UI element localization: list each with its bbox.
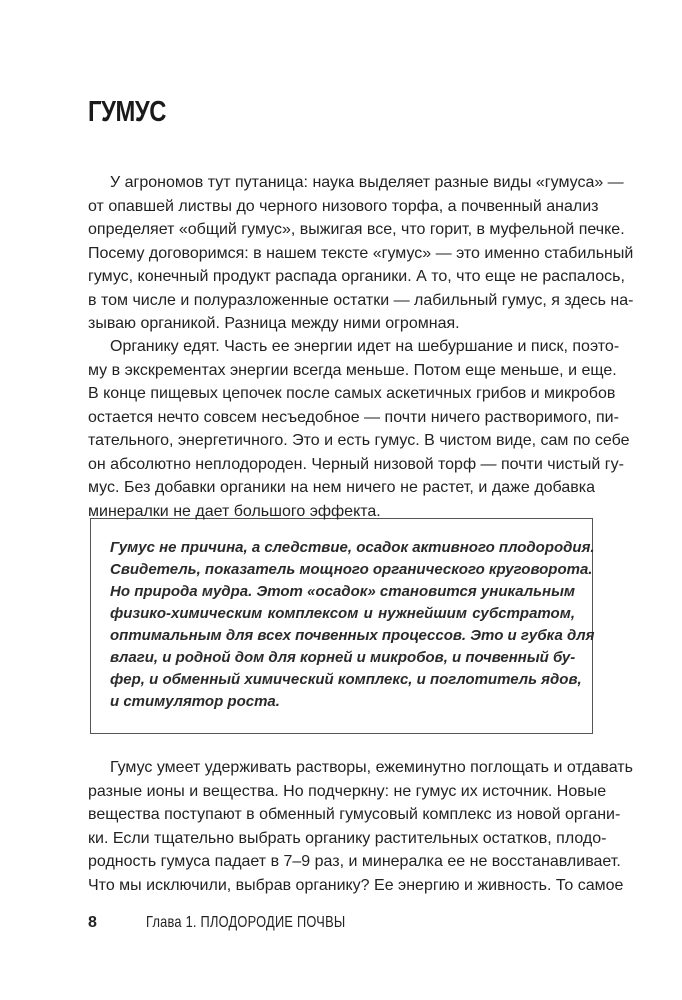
text-line: Но природа мудра. Этот «осадок» становится уникальным: [110, 583, 575, 600]
text-line: физико-химическим комплексом и нужнейшим субстратом,: [110, 605, 575, 622]
page-footer: [88, 914, 395, 932]
running-header-chapter: Глава 1. ПЛОДОРОДИЕ ПОЧВЫ: [146, 914, 346, 931]
text-line: ки. Если тщательно выбрать органику растительных остатков, плодо-: [88, 829, 607, 847]
text-line: определяет «общий гумус», выжигая все, что горит, в муфельной печке.: [88, 221, 625, 238]
text-line: Свидетель, показатель мощного органического круговорота.: [110, 561, 593, 578]
text-line: Посему договоримся: в нашем тексте «гумус» — это именно стабильный: [88, 244, 634, 262]
text-line: Гумус не причина, а следствие, осадок активного плодородия.: [110, 539, 595, 556]
text-line: фер, и обменный химический комплекс, и поглотитель ядов,: [110, 671, 582, 688]
callout-text: [110, 537, 595, 713]
text-line: родность гумуса падает в 7–9 раз, и минералка ее не восстанавливает.: [88, 853, 621, 870]
text-line: му в экскрементах энергии всегда меньше. Потом еще меньше, и еще.: [88, 361, 617, 379]
text-line: разные ионы и вещества. Но подчеркну: не гумус их источник. Новые: [88, 782, 607, 800]
text-line: Гумус умеет удерживать растворы, ежеминутно поглощать и отдавать: [110, 759, 633, 776]
section-title: ГУМУС: [88, 96, 167, 128]
text-line: от опавшей листвы до черного низового торфа, а почвенный анализ: [88, 197, 599, 215]
text-line: В конце пищевых цепочек после самых аскетичных грибов и микробов: [88, 385, 616, 402]
text-line: влаги, и родной дом для корней и микробов, и почвенный бу-: [110, 649, 576, 666]
text-line: Органику едят. Часть ее энергии идет на шебуршание и писк, поэто-: [110, 338, 620, 355]
page-number: 8: [88, 914, 97, 931]
text-line: зываю органикой. Разница между ними огромная.: [88, 315, 460, 332]
text-line: мус. Без добавки органики на нем ничего не растет, и даже добавка: [88, 479, 595, 496]
text-line: У агрономов тут путаница: наука выделяет разные виды «гумуса» —: [110, 174, 624, 191]
text-line: тательного, энергетичного. Это и есть гумус. В чистом виде, сам по себе: [88, 432, 630, 449]
text-line: минералки не дает большого эффекта.: [88, 502, 381, 520]
text-line: в том числе и полуразложенные остатки — лабильный гумус, я здесь на-: [88, 291, 634, 309]
paragraph-1: [88, 171, 634, 336]
text-line: гумус, конечный продукт распада органики. А то, что еще не распалось,: [88, 268, 625, 285]
text-line: он абсолютно неплодороден. Черный низовой торф — почти чистый гу-: [88, 455, 624, 473]
text-line: и стимулятор роста.: [110, 693, 280, 710]
text-line: оптимальным для всех почвенных процессов. Это и губка для: [110, 627, 595, 644]
text-line: Что мы исключили, выбрав органику? Ее энергию и живность. То самое: [88, 876, 624, 894]
text-line: вещества поступают в обменный гумусовый комплекс из новой органи-: [88, 806, 621, 823]
paragraph-3: [88, 756, 633, 897]
text-line: остается нечто совсем несъедобное — почти ничего растворимого, пи-: [88, 408, 619, 426]
paragraph-2: [88, 335, 630, 523]
